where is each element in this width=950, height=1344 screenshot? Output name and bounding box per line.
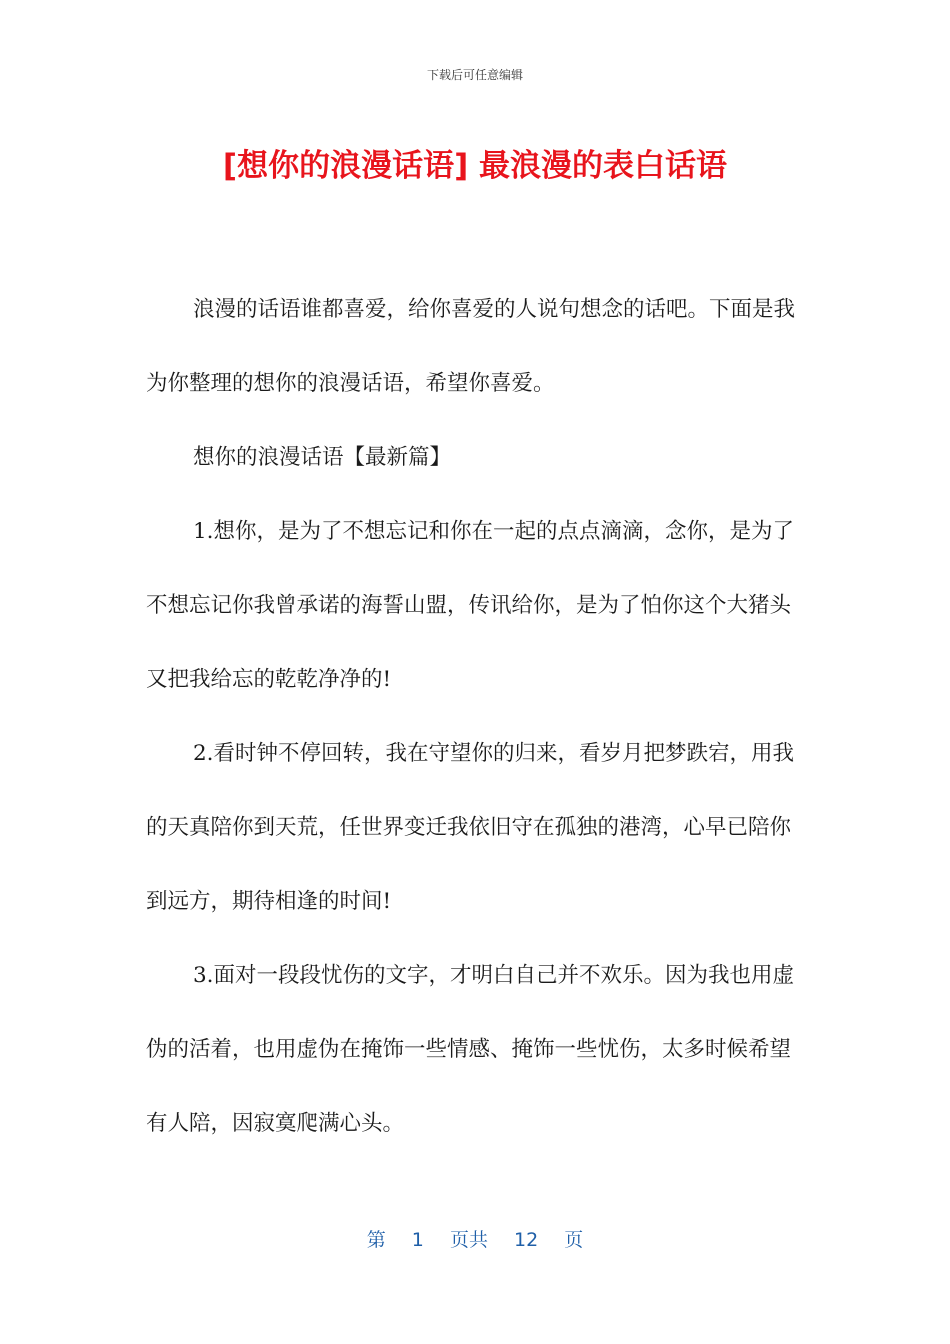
section-heading: 想你的浪漫话语【最新篇】 <box>193 445 452 470</box>
item-paragraph-1: 1.想你，是为了不想忘记和你在一起的点点滴滴，念你，是为了不想忘记你我曾承诺的海誓山盟，传讯给你，是为了怕你这个大猪头又把我给忘的乾乾净净的! <box>146 519 795 692</box>
page-footer <box>0 1225 950 1252</box>
document-title: [想你的浪漫话语] 最浪漫的表白话语 <box>222 148 728 184</box>
page-middle: 页共 <box>449 1229 488 1251</box>
page-total: 12 <box>514 1229 539 1251</box>
intro-paragraph: 浪漫的话语谁都喜爱，给你喜爱的人说句想念的话吧。下面是我为你整理的想你的浪漫话语，希望你喜爱。 <box>146 297 796 396</box>
item-paragraph-3: 3.面对一段段忧伤的文字，才明白自己并不欢乐。因为我也用虚伪的活着，也用虚伪在掩饰一些情感、掩饰一些忧伤，太多时候希望有人陪，因寂寞爬满心头。 <box>146 963 795 1136</box>
item-paragraph-2: 2.看时钟不停回转，我在守望你的归来，看岁月把梦跌宕，用我的天真陪你到天荒，任世界变迁我依旧守在孤独的港湾，心早已陪你到远方，期待相逢的时间! <box>146 741 795 914</box>
page-suffix: 页 <box>564 1229 584 1251</box>
page-prefix: 第 <box>366 1229 386 1251</box>
header-note: 下载后可任意编辑 <box>426 68 523 82</box>
page-current: 1 <box>411 1229 424 1251</box>
document-body <box>146 273 806 1161</box>
